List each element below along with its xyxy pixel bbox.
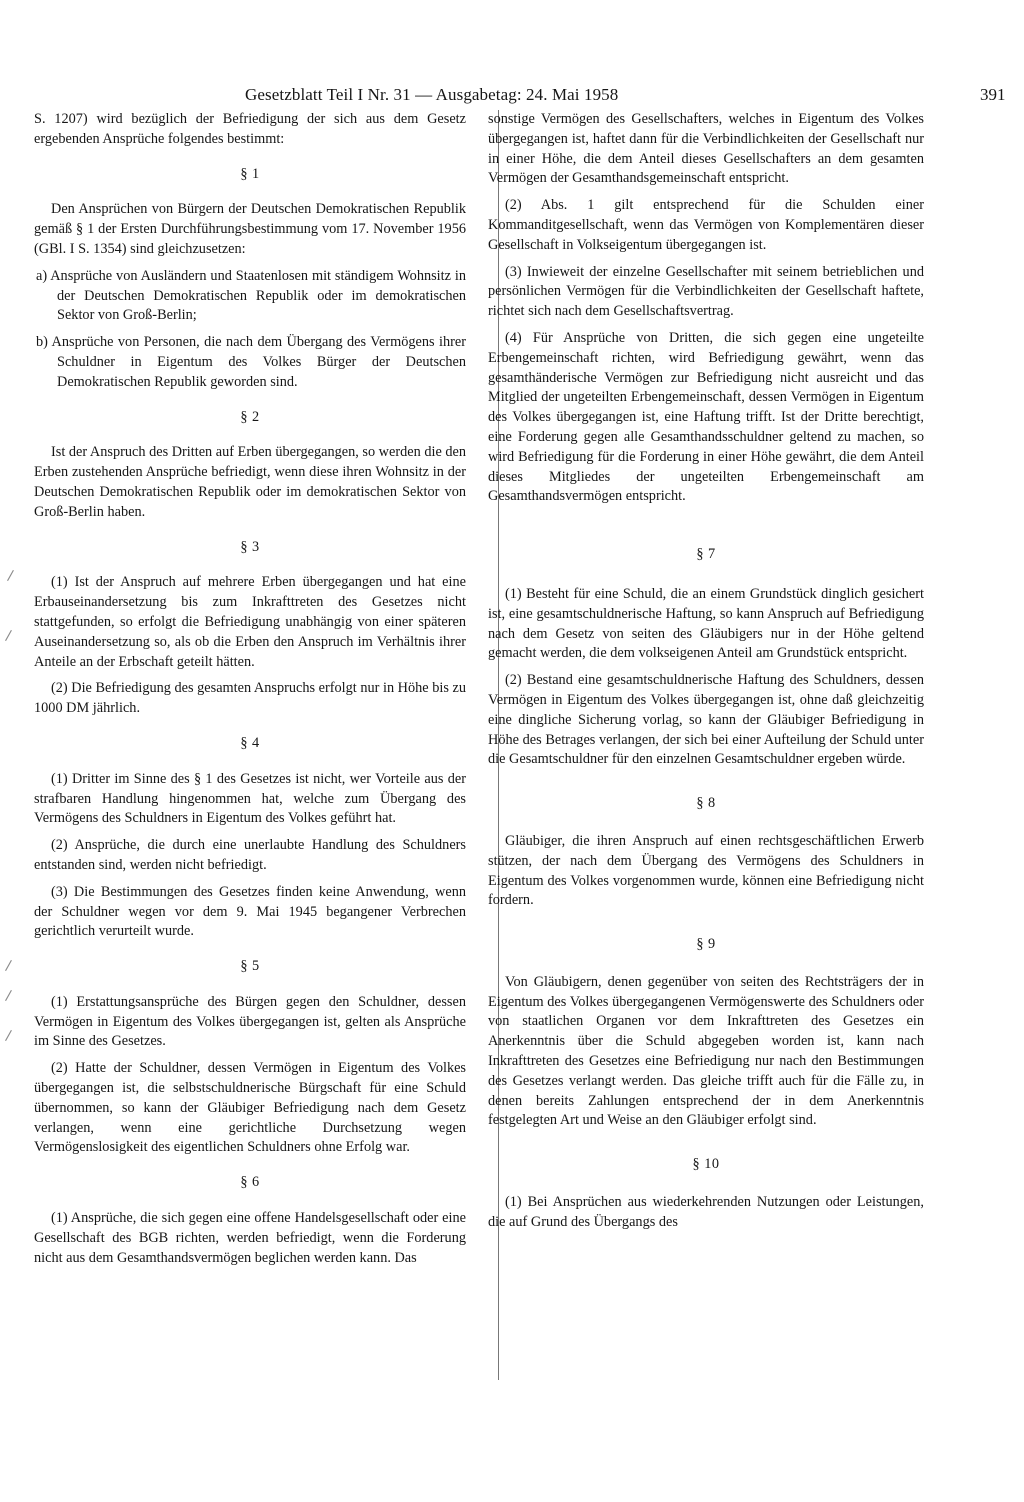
paragraph: (1) Ist der Anspruch auf mehrere Erben übergegangen und hat eine Erbauseinandersetzung bis zum Inkrafttreten des Gesetzes nicht stattgefunden, so erfolgt die Befriedigung unabhängig von einer späteren Auseinandersetzung so, als ob die Erben den Anspruch im Verhältnis ihrer Anteile an der Erbschaft geteilt hätten. bbox=[34, 574, 466, 670]
section-heading: § 7 bbox=[696, 546, 716, 563]
list-item: a) Ansprüche von Ausländern und Staatenlosen mit ständigem Wohnsitz in der Deutschen Demokratischen Republik oder im demokratischen Sektor von Groß-Berlin; bbox=[36, 267, 466, 324]
section-heading: § 10 bbox=[692, 1156, 720, 1173]
paragraph: (3) Die Bestimmungen des Gesetzes finden keine Anwendung, wenn der Schuldner wegen vor dem 9. Mai 1945 begangener Verbrechen gerichtlich verurteilt wurde. bbox=[34, 883, 466, 940]
list-item: b) Ansprüche von Personen, die nach dem Übergang des Vermögens ihrer Schuldner in Eigentum des Volkes Bürger der Deutschen Demokratischen Republik geworden sind. bbox=[36, 334, 466, 390]
page-number: 391 bbox=[980, 85, 1006, 104]
paragraph: Ist der Anspruch des Dritten auf Erben übergegangen, so werden die den Erben zustehenden Ansprüche befriedigt, wenn diese ihren Wohnsitz in der Deutschen Demokratischen Republik oder im demokratischen Sektor von Groß-Berlin haben. bbox=[34, 444, 467, 520]
paragraph: (3) Inwieweit der einzelne Gesellschafter mit seinem betrieblichen und persönlichen Vermögen für die Verbindlichkeiten der Gesellschaft haftete, richtet sich nach dem Gesellschaftsvertrag. bbox=[488, 263, 924, 320]
left-column bbox=[34, 110, 466, 1275]
paragraph: Gläubiger, die ihren Anspruch auf einen rechtsgeschäftlichen Erwerb stützen, der nach dem Übergang des Vermögens des Schuldners in Eigentum des Volkes vorgenommen wurde, können eine Befriedigung nicht fordern. bbox=[488, 832, 924, 909]
page-header bbox=[0, 82, 1024, 108]
paragraph: (1) Bei Ansprüchen aus wiederkehrenden Nutzungen oder Leistungen, die auf Grund des Übergangs des bbox=[488, 1194, 924, 1230]
paragraph: Von Gläubigern, denen gegenüber von seiten des Rechtsträgers der in Eigentum des Volkes übergegangenen Vermögenswerte des Schuldners oder von staatlichen Organen vor dem Inkrafttreten des Gesetzes ein Anerkenntnis über die Schuld abgegeben worden ist, kann nach Inkrafttreten des Gesetzes eine Befriedigung nur nach den Bestimmungen des Gesetzes verlangt werden. Das gleiche trifft auch für die Fälle zu, in denen bereits Zahlungen entsprechend der in dem Anerkenntnis festgelegten Art und Weise an den Gläubiger erfolgt sind. bbox=[488, 973, 924, 1129]
margin-mark: / bbox=[4, 1027, 13, 1045]
gazette-title: Gesetzblatt Teil I Nr. 31 — Ausgabetag: 24. Mai 1958 bbox=[245, 85, 619, 104]
section-heading: § 8 bbox=[696, 795, 716, 812]
margin-mark: / bbox=[4, 957, 13, 975]
continued-paragraph: sonstige Vermögen des Gesellschafters, welches in Eigentum des Volkes übergegangen ist, haftet dann für die Verbindlichkeiten der Gesellschaft nur in einer Höhe, die dem Anteil dieses Gesellschafters an dem gesamten Vermögen der Gesamthandsgemeinschaft entspricht. bbox=[488, 111, 924, 187]
section-heading: § 1 bbox=[240, 165, 260, 182]
paragraph: (2) Abs. 1 gilt entsprechend für die Schulden einer Kommanditgesellschaft, wenn das Vermögen von Komplementären dieser Gesellschaft in Volkseigentum übergegangen ist. bbox=[488, 197, 924, 253]
section-heading: § 4 bbox=[240, 734, 260, 751]
section-heading: § 2 bbox=[240, 408, 260, 425]
paragraph: (4) Für Ansprüche von Dritten, die sich gegen eine ungeteilte Erbengemeinschaft richten, wird Befriedigung gewährt, wenn das gesamthänderische Vermögen zur Befriedigung nicht ausreicht und das Mitglied der ungeteilten Erbengemeinschaft, dessen Vermögen in Eigentum des Volkes übergegangen ist, eine Haftung trifft. Ist der Dritte berechtigt, eine Forderung gegen alle Gesamthandsschuldner geltend zu machen, so wird Befriedigung für die Forderung in einer Höhe gewährt, die dem Anteil dieses Mitgliedes der ungeteilten Erbengemeinschaft am Gesamthandsvermögen entspricht. bbox=[488, 329, 924, 505]
paragraph: Den Ansprüchen von Bürgern der Deutschen Demokratischen Republik gemäß § 1 der Ersten Durchführungsbestimmung vom 17. November 1956 (GBl. I S. 1354) sind gleichzusetzen: bbox=[34, 201, 466, 257]
section-heading: § 6 bbox=[240, 1174, 260, 1191]
margin-mark: / bbox=[6, 567, 15, 585]
paragraph: (2) Bestand eine gesamtschuldnerische Haftung des Schuldners, dessen Vermögen in Eigentum des Volkes übergegangen ist, ohne daß gleichzeitig eine dingliche Sicherung vorlag, so kann der Gläubiger Befriedigung in Höhe des Betrages verlangen, der sich bei einer Aufteilung der Schuld unter die Gesamtschuldner für den einzelnen Gesamtschuldner ergeben würde. bbox=[488, 672, 924, 768]
paragraph: (2) Ansprüche, die durch eine unerlaubte Handlung des Schuldners entstanden sind, werden nicht befriedigt. bbox=[34, 837, 466, 873]
paragraph: (2) Die Befriedigung des gesamten Anspruchs erfolgt nur in Höhe bis zu 1000 DM jährlich. bbox=[34, 680, 466, 717]
section-heading: § 5 bbox=[240, 958, 260, 975]
section-heading: § 3 bbox=[240, 538, 260, 555]
paragraph: (2) Hatte der Schuldner, dessen Vermögen in Eigentum des Volkes übergegangen ist, die selbstschuldnerische Bürgschaft für eine Schuld übernommen, so kann der Gläubiger Befriedigung nach dem Gesetz verlangen, wenn eine gerichtliche Durchsetzung wegen Vermögenslosigkeit des eigentlichen Schuldners ohne Erfolg war. bbox=[34, 1060, 466, 1156]
margin-mark: / bbox=[4, 987, 13, 1005]
right-column bbox=[488, 110, 924, 1240]
continued-paragraph: S. 1207) wird bezüglich der Befriedigung der sich aus dem Gesetz ergebenden Ansprüche folgendes bestimmt: bbox=[34, 111, 466, 147]
paragraph: (1) Ansprüche, die sich gegen eine offene Handelsgesellschaft oder eine Gesellschaft des BGB richten, werden befriedigt, wenn die Forderung nicht aus dem Gesamthandsvermögen beglichen werden kann. Das bbox=[34, 1210, 466, 1266]
paragraph: (1) Besteht für eine Schuld, die an einem Grundstück dinglich gesichert ist, eine gesamtschuldnerische Haftung, so kann Anspruch auf Befriedigung nach dem Gesetz von seiten des Gläubigers nur in der Höhe geltend gemacht werden, die dem volkseigenen Anteil am Grundstück entspricht. bbox=[488, 585, 924, 662]
margin-mark: / bbox=[4, 627, 13, 645]
paragraph: (1) Dritter im Sinne des § 1 des Gesetzes ist nicht, wer Vorteile aus der strafbaren Handlung hingenommen hat, welche zum Übergang des Vermögens des Schuldners in Eigentum des Volkes geführt hat. bbox=[34, 770, 466, 827]
paragraph: (1) Erstattungsansprüche des Bürgen gegen den Schuldner, dessen Vermögen in Eigentum des Volkes übergegangen ist, gelten als Ansprüche im Sinne des Gesetzes. bbox=[34, 993, 466, 1050]
section-heading: § 9 bbox=[696, 936, 716, 953]
